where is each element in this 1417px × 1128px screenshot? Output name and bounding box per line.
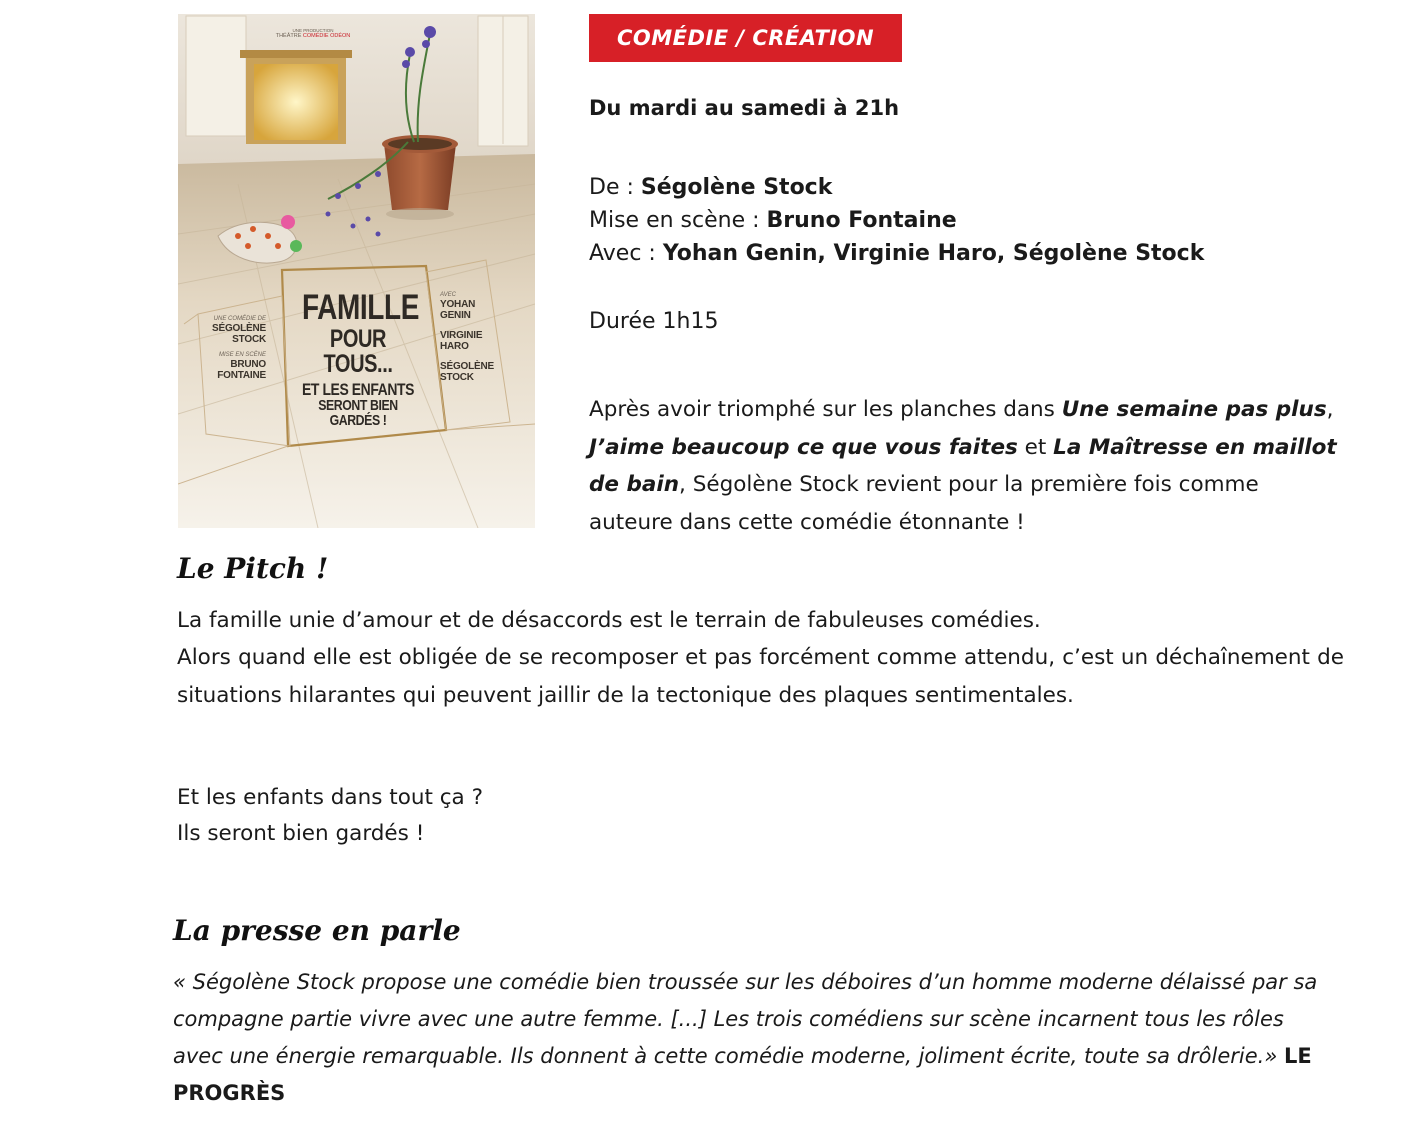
poster-cast1-line1: YOHAN: [440, 298, 476, 310]
poster-author-block: [200, 316, 266, 382]
poster-comedy-label: UNE COMÉDIE DE: [213, 316, 266, 322]
credit-director: Mise en scène : Bruno Fontaine: [589, 208, 957, 233]
pitch-paragraph: [177, 602, 1344, 714]
press-quote: [173, 964, 1333, 1112]
poster-title-line2: POUR TOUS...: [323, 325, 393, 378]
poster-cast3-line2: STOCK: [440, 372, 474, 384]
poster-illustration: [178, 14, 535, 528]
duration: Durée 1h15: [589, 309, 719, 334]
work-title: La Maîtresse en maillot de bain: [589, 434, 1337, 497]
poster-title-line3: ET LES ENFANTS: [301, 380, 414, 399]
credit-cast: Avec : Yohan Genin, Virginie Haro, Ségolène Stock: [589, 241, 1205, 266]
poster-cast-block: [440, 292, 494, 384]
poster-production-label: UNE PRODUCTION: [292, 28, 334, 33]
pitch-line-1: La famille unie d’amour et de désaccords est le terrain de fabuleuses comédies.: [177, 608, 1041, 633]
poster-author-line2: STOCK: [232, 334, 266, 346]
pitch-line-2: Alors quand elle est obligée de se recomposer et pas forcément comme attendu, c’est un déchaînement de situations hilarantes qui peuvent jaillir de la tectonique des plaques sentimentales.: [177, 645, 1344, 708]
poster-director-line2: FONTAINE: [217, 370, 266, 382]
poster-cast3-line1: SÉGOLÈNE: [440, 360, 494, 372]
poster-cast2-line2: HARO: [440, 341, 469, 353]
press-quote-text: « Ségolène Stock propose une comédie bien troussée sur les déboires d’un homme moderne délaissé par sa compagne partie vivre avec une autre femme. [...] Les trois comédiens sur scène incarnent tous les rôles avec une énergie remarquable. Ils donnent à cette comédie moderne, joliment écrite, toute sa drôlerie.»: [173, 970, 1318, 1068]
credits: [589, 171, 1204, 270]
poster-cast1-line2: GENIN: [440, 310, 471, 322]
poster-title-line4: SERONT BIEN: [318, 397, 398, 414]
show-poster: [178, 14, 535, 528]
work-title: J’aime beaucoup ce que vous faites: [589, 434, 1018, 460]
pitch-ending: [177, 780, 483, 852]
schedule: Du mardi au samedi à 21h: [589, 96, 900, 120]
poster-author-line1: SÉGOLÈNE: [212, 322, 266, 334]
poster-director-label: MISE EN SCÈNE: [218, 351, 266, 358]
pitch-heading: Le Pitch !: [177, 552, 329, 585]
poster-director-line1: BRUNO: [230, 358, 266, 370]
pitch-ending-line-2: Ils seront bien gardés !: [177, 821, 425, 846]
intro-paragraph: Après avoir triomphé sur les planches dans Une semaine pas plus, J’aime beaucoup ce que vous faites et La Maîtresse en maillot de bain, Ségolène Stock revient pour la première fois comme auteure dans cette comédie étonnante !: [589, 397, 1337, 535]
press-source: LE PROGRÈS: [173, 1044, 1312, 1105]
poster-title: [288, 290, 428, 428]
poster-cast2-line1: VIRGINIE: [440, 329, 483, 341]
poster-title-line5: GARDÉS !: [329, 412, 387, 429]
poster-cast-label: AVEC: [440, 292, 457, 298]
genre-badge: COMÉDIE / CRÉATION: [589, 14, 902, 62]
poster-title-line1: FAMILLE: [302, 288, 419, 327]
pitch-ending-line-1: Et les enfants dans tout ça ?: [177, 785, 483, 810]
poster-production-theatre: THÉÂTRE COMÉDIE ODÉON: [275, 33, 351, 40]
work-title: Une semaine pas plus: [1061, 397, 1327, 422]
poster-production: [238, 28, 388, 40]
credit-author: De : Ségolène Stock: [589, 175, 833, 200]
press-heading: La presse en parle: [173, 914, 461, 947]
